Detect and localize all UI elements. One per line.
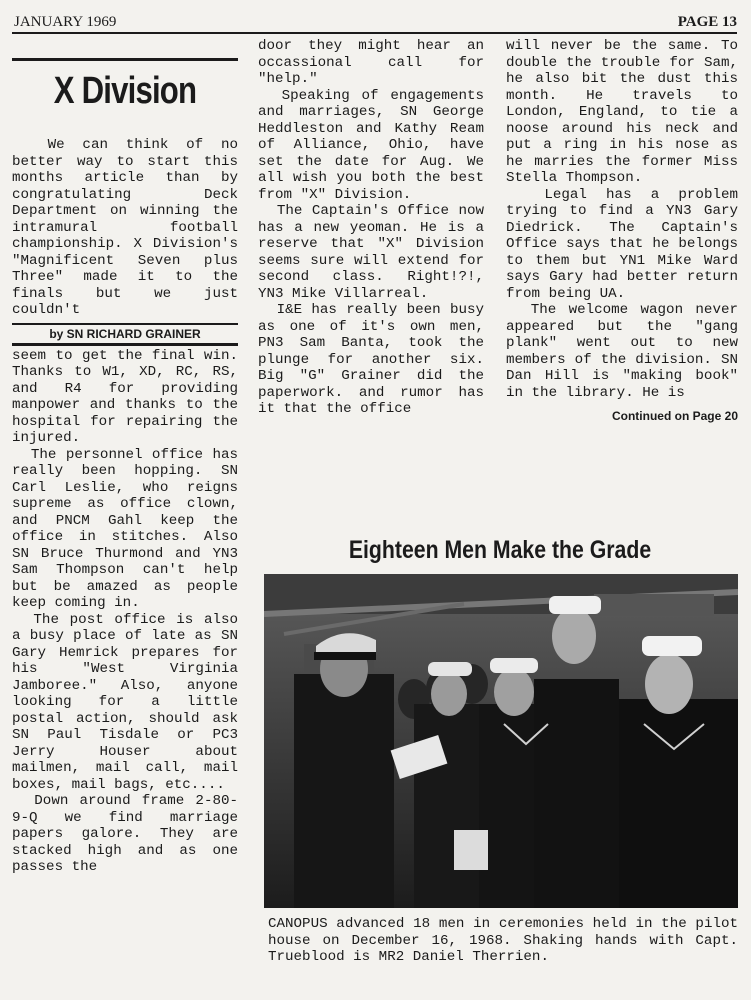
article-intro-text: We can think of no better way to start this months article than by congratulating Deck Department on winning the intramural football championship. X Division's "Magnificent Seven plus Three" made it to the finals but we just couldn't bbox=[12, 137, 247, 318]
title-rule-top bbox=[12, 58, 238, 61]
article-byline: by SN RICHARD GRAINER bbox=[49, 326, 201, 341]
issue-date: JANUARY 1969 bbox=[14, 14, 117, 30]
column-3 bbox=[506, 38, 738, 423]
column-1 bbox=[12, 58, 247, 876]
article-title: X Division bbox=[53, 70, 197, 112]
ceremony-photo-illustration bbox=[264, 574, 738, 908]
column-2 bbox=[258, 38, 484, 418]
photo-headline: Eighteen Men Make the Grade bbox=[348, 536, 652, 564]
article-text-col1: seem to get the final win. Thanks to W1, XD, RC, RS, and R4 for providing manpower and thanks to the hospital for repairing the injured. The personnel office has really been hopping. SN Carl Leslie, who reigns supreme as office clown, and PNCM Gahl keep the office in stitches. Also SN Bruce Thurmond and YN3 Sam Thompson can't help but be amazed as people keep coming in. The post office is also a busy place of late as SN Gary Hemrick prepares for his "West Virginia Jamboree." Also, anyone looking for a little postal action, should ask SN Paul Tisdale or PC3 Jerry Houser about mailmen, mail call, mail boxes, mail bags, etc.... Down around frame 2-80-9-Q we find marriage papers galore. They are stacked high and as one passes the bbox=[12, 347, 239, 875]
article-text-col2: door they might hear an occassional call for "help." Speaking of engagements and marriages, SN George Heddleston and Kathy Ream of Alliance, Ohio, have set the date for Aug. We all wish you both the best from "X" Division. The Captain's Office now has a new yeoman. He is a reserve that "X" Division seems sure will extend for second class. Right!?!, YN3 Mike Villarreal. I&E has really been busy as one of it's own men, PN3 Sam Banta, took the plunge for another six. Big "G" Grainer did the paperwork. and rumor has it that the office bbox=[258, 38, 484, 417]
continued-link: Continued on Page 20 bbox=[611, 409, 738, 423]
byline-rule-bottom bbox=[12, 343, 238, 346]
article-text-col3: will never be the same. To double the trouble for Sam, he also bit the dust this month. He travels to London, England, to tie a noose around his neck and put a ring in his nose as he marries the former Miss Stella Thompson. Legal has a problem trying to find a YN3 Gary Diedrick. The Captain's Office says that he belongs to them but YN1 Mike Ward says Gary had better return from being UA. The welcome wagon never appeared but the "gang plank" went out to new members of the division. SN Dan Hill is "making book" in the library. He is bbox=[506, 38, 738, 401]
page-header bbox=[12, 12, 737, 34]
photo-caption: CANOPUS advanced 18 men in ceremonies held in the pilot house on December 16, 1968. Shaking hands with Capt. Trueblood is MR2 Daniel Therrien. bbox=[268, 916, 738, 965]
page-number: PAGE 13 bbox=[677, 14, 737, 30]
ceremony-photo bbox=[264, 574, 738, 908]
